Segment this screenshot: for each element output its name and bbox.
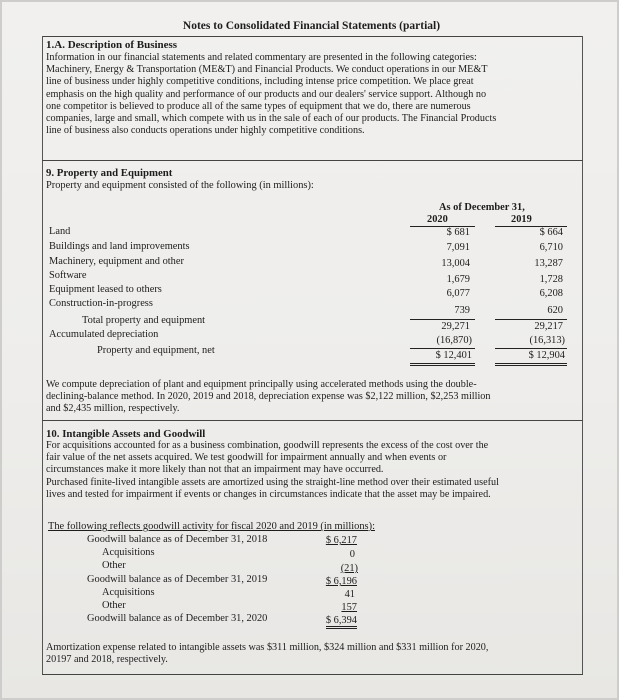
- section-heading-property: 9. Property and Equipment: [46, 167, 173, 179]
- goodwill-row-label: Other: [102, 560, 126, 571]
- goodwill-row-label: Acquisitions: [102, 587, 155, 598]
- subtotal-rule: [495, 319, 567, 320]
- goodwill-final-value: $ 6,394: [326, 615, 357, 629]
- right-border: [582, 36, 583, 674]
- net-rule: [410, 348, 475, 349]
- section-heading-business: 1.A. Description of Business: [46, 39, 178, 51]
- text-line: and $2,435 million, respectively.: [46, 403, 180, 415]
- amortization-note: [46, 642, 576, 666]
- row-label-depreciation: Accumulated depreciation: [49, 329, 159, 340]
- text-line: For acquisitions accounted for as a business combination, goodwill represents the excess of the cost over the: [46, 440, 489, 451]
- text-line: circumstances make it more likely than not that an impairment may have occurred.: [46, 464, 384, 476]
- year-2020: 2020: [427, 214, 448, 225]
- value-machinery-2019: 13,287: [534, 258, 563, 269]
- goodwill-row-value: [307, 615, 357, 627]
- depreciation-note: [46, 379, 576, 416]
- value-buildings-2020: 7,091: [446, 242, 470, 253]
- net-rule: [495, 348, 567, 349]
- text-line: one competitor is believed to produce all of the same types of equipment that we do, there are numerous: [46, 100, 471, 112]
- row-label-software: Software: [49, 270, 87, 281]
- text-line: declining-balance method. In 2020, 2019 and 2018, depreciation expense was $2,122 million, $2,253 million: [46, 391, 491, 403]
- text-line: companies, large and small, which compete with us in the sale of each of our products. The Financial Products: [46, 113, 497, 125]
- column-header: As of December 31,: [439, 202, 525, 213]
- goodwill-row-value: 157: [341, 602, 357, 613]
- row-label-leased: Equipment leased to others: [49, 284, 162, 295]
- row-label-machinery: Machinery, equipment and other: [49, 256, 184, 267]
- value-software-2020: 1,679: [446, 274, 470, 285]
- goodwill-description: [46, 440, 576, 501]
- text-line: Machinery, Energy & Transportation (ME&T) and Financial Products. We conduct operations in our ME&T: [46, 64, 488, 76]
- row-label-buildings: Buildings and land improvements: [49, 241, 190, 252]
- goodwill-row-value: (21): [340, 563, 358, 574]
- value-leased-2019: 6,208: [539, 288, 563, 299]
- year-2019: 2019: [511, 214, 532, 225]
- goodwill-row-label: Other: [102, 600, 126, 611]
- left-border: [42, 36, 43, 674]
- divider: [42, 36, 583, 37]
- value-net-2020: $ 12,401: [435, 350, 472, 361]
- section-divider: [42, 160, 583, 161]
- text-line: 20197 and 2018, respectively.: [46, 654, 168, 666]
- value-machinery-2020: 13,004: [441, 258, 470, 269]
- value-total-2020: 29,271: [441, 321, 470, 332]
- value-leased-2020: 6,077: [446, 288, 470, 299]
- text-line: line of business also conducts operations under highly competitive conditions.: [46, 125, 365, 137]
- bottom-border: [42, 674, 583, 675]
- value-construction-2019: 620: [547, 305, 563, 316]
- value-land-2019: $ 664: [539, 227, 563, 238]
- value-total-2019: 29,217: [534, 321, 563, 332]
- text-line: lives and tested for impairment if events or changes in circumstances indicate that the asset may be impaired.: [46, 488, 491, 500]
- double-rule: [410, 363, 475, 366]
- text-line: line of business under highly competitive conditions, including intense price competition. We place great: [46, 76, 474, 88]
- goodwill-row-label: Goodwill balance as of December 31, 2020: [87, 613, 268, 624]
- value-construction-2020: 739: [454, 305, 470, 316]
- text-line: emphasis on the high quality and performance of our products and our dealers' service support. Although no: [46, 88, 487, 100]
- value-net-2019: $ 12,904: [528, 350, 565, 361]
- value-land-2020: $ 681: [446, 227, 470, 238]
- text-line: fair value of the net assets acquired. We test goodwill for impairment annually and when events or: [46, 452, 447, 464]
- section-heading-intangibles: 10. Intangible Assets and Goodwill: [46, 428, 206, 440]
- text-line: Information in our financial statements and related commentary are presented in the following categories:: [46, 52, 477, 63]
- goodwill-row-value: 0: [349, 549, 355, 560]
- text-line: Purchased finite-lived intangible assets are amortized using the straight-line method over their estimated useful: [46, 476, 499, 488]
- goodwill-row-value: 41: [344, 589, 355, 600]
- text-line: We compute depreciation of plant and equipment principally using accelerated methods using the double-: [46, 379, 477, 390]
- goodwill-row-label: Goodwill balance as of December 31, 2019: [87, 574, 268, 585]
- value-buildings-2019: 6,710: [539, 242, 563, 253]
- goodwill-row-label: Goodwill balance as of December 31, 2018: [87, 534, 268, 545]
- section-divider: [42, 420, 583, 421]
- goodwill-row-value: $ 6,196: [325, 576, 357, 587]
- double-rule: [495, 363, 567, 366]
- page-title: Notes to Consolidated Financial Statements (partial): [182, 20, 441, 32]
- goodwill-row-label: Acquisitions: [102, 547, 155, 558]
- business-description: [46, 52, 576, 137]
- row-label-total: Total property and equipment: [82, 315, 206, 326]
- value-depreciation-2020: (16,870): [436, 335, 472, 346]
- text-line: Amortization expense related to intangible assets was $311 million, $324 million and $331 million for 2020,: [46, 642, 489, 653]
- row-label-land: Land: [49, 226, 71, 237]
- row-label-construction: Construction-in-progress: [49, 298, 153, 309]
- property-intro: Property and equipment consisted of the following (in millions):: [46, 180, 314, 191]
- subtotal-rule: [410, 319, 475, 320]
- document-page: [2, 2, 617, 698]
- row-label-net: Property and equipment, net: [97, 345, 215, 356]
- goodwill-table-title: The following reflects goodwill activity for fiscal 2020 and 2019 (in millions):: [48, 521, 375, 532]
- value-depreciation-2019: (16,313): [529, 335, 565, 346]
- goodwill-row-value: $ 6,217: [325, 535, 357, 546]
- value-software-2019: 1,728: [539, 274, 563, 285]
